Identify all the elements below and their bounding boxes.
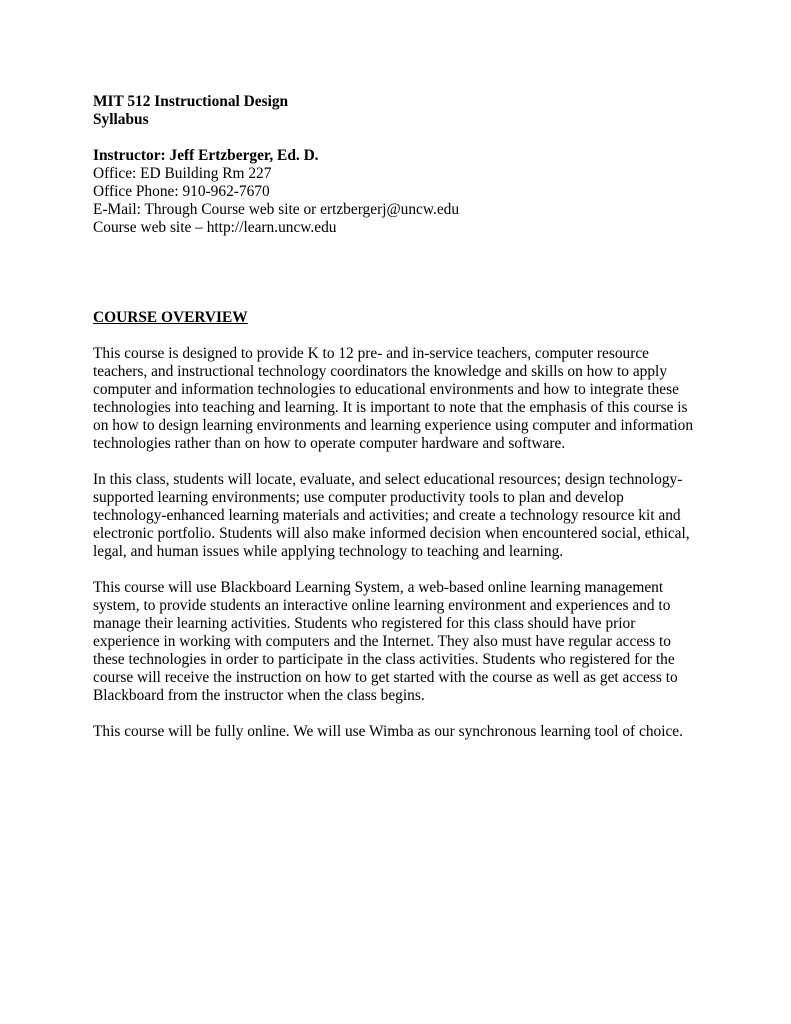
paragraph-line: on how to design learning environments and learning experience using computer and information [93,417,694,434]
paragraph-line: computer and information technologies to educational environments and how to integrate these [93,381,679,398]
paragraph-line: This course is designed to provide K to 12 pre- and in-service teachers, computer resource [93,345,650,362]
email-line: E-Mail: Through Course web site or ertzbergerj@uncw.edu [93,201,460,218]
paragraph-line: In this class, students will locate, evaluate, and select educational resources; design technology- [93,471,683,488]
paragraph-line: This course will be fully online. We will use Wimba as our synchronous learning tool of choice. [93,723,683,740]
document-type: Syllabus [93,111,149,128]
paragraph-line: This course will use Blackboard Learning System, a web-based online learning management [93,579,664,596]
paragraph-line: these technologies in order to participate in the class activities. Students who registered for the [93,651,675,668]
overview-paragraph [93,471,713,561]
paragraph-line: manage their learning activities. Students who registered for this class should have prior [93,615,636,632]
course-website-line: Course web site – http://learn.uncw.edu [93,219,337,236]
paragraph-line: technologies into teaching and learning. It is important to note that the emphasis of this course is [93,399,688,416]
paragraph-line: course will receive the instruction on how to get started with the course as well as get access to [93,669,678,686]
office-location: Office: ED Building Rm 227 [93,165,272,182]
section-heading-course-overview: COURSE OVERVIEW [93,309,248,326]
syllabus-page [93,93,713,741]
paragraph-line: technology-enhanced learning materials and activities; and create a technology resource kit and [93,507,681,524]
paragraph-line: experience in working with computers and the Internet. They also must have regular access to [93,633,671,650]
office-phone: Office Phone: 910-962-7670 [93,183,270,200]
paragraph-line: teachers, and instructional technology coordinators the knowledge and skills on how to apply [93,363,668,380]
course-title: MIT 512 Instructional Design [93,93,289,110]
overview-paragraph [93,579,713,705]
instructor-name: Instructor: Jeff Ertzberger, Ed. D. [93,147,319,164]
overview-paragraph [93,723,713,741]
paragraph-line: supported learning environments; use computer productivity tools to plan and develop [93,489,624,506]
paragraph-line: electronic portfolio. Students will also make informed decision when encountered social, ethical, [93,525,690,542]
paragraph-line: Blackboard from the instructor when the class begins. [93,687,425,704]
overview-paragraph [93,345,713,453]
paragraph-line: legal, and human issues while applying technology to teaching and learning. [93,543,564,560]
paragraph-line: technologies rather than on how to operate computer hardware and software. [93,435,566,452]
instructor-block [93,147,713,237]
paragraph-line: system, to provide students an interactive online learning environment and experiences and to [93,597,671,614]
